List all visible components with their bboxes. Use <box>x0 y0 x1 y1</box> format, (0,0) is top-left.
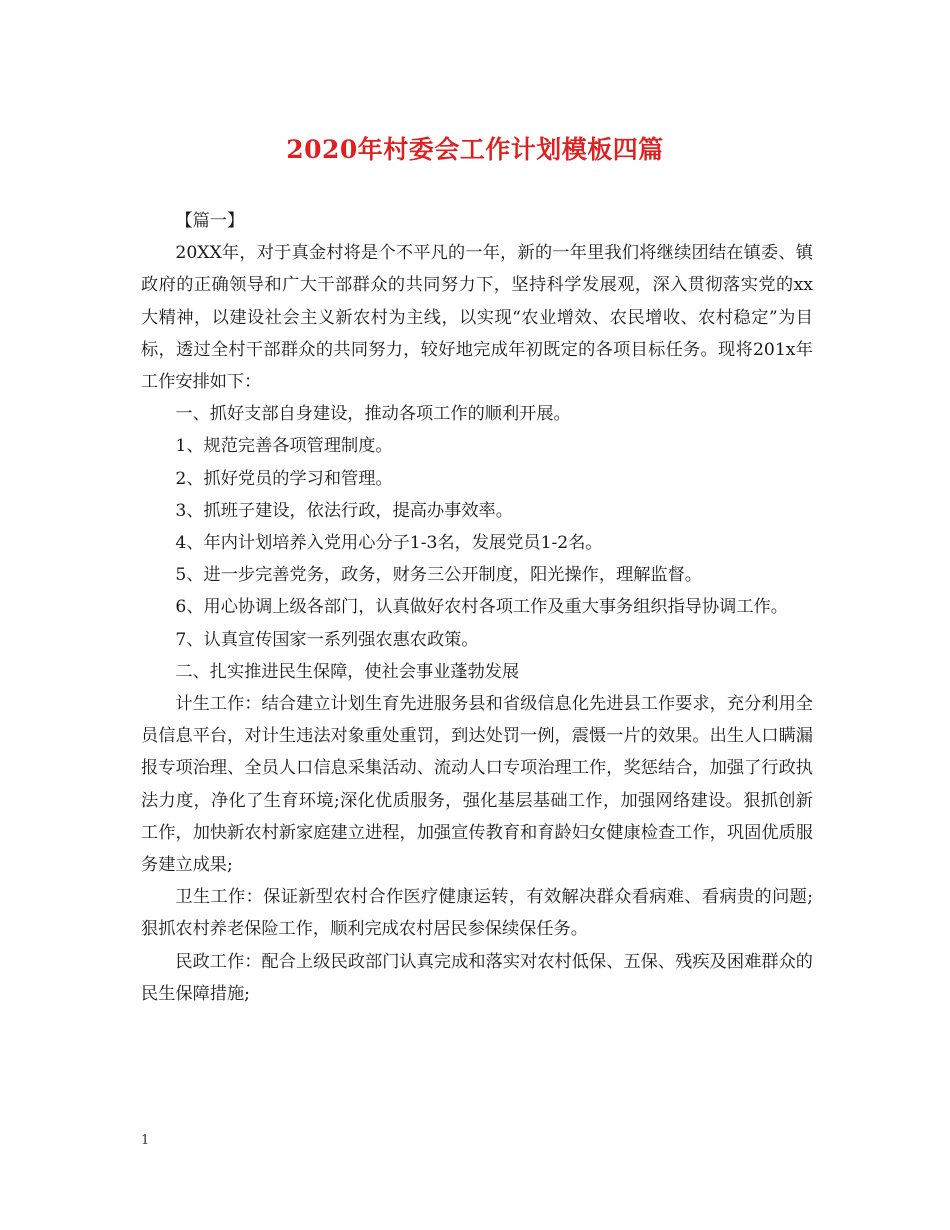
document-body <box>141 205 813 1010</box>
paragraph: 一、抓好支部自身建设，推动各项工作的顺利开展。 <box>175 404 571 425</box>
paragraph: 二、扎实推进民生保障，使社会事业蓬勃发展 <box>175 661 520 682</box>
paragraph: 5、进一步完善党务，政务，财务三公开制度，阳光操作，理解监督。 <box>175 565 702 586</box>
paragraph: 计生工作：结合建立计划生育先进服务县和省级信息化先进县工作要求，充分利用全员信息平台，对计生违法对象重处重罚，到达处罚一例，震慑一片的效果。出生人口瞒漏报专项治理、全员人口信息采集活动、流动人口专项治理工作，奖惩结合，加强了行政执法力度，净化了生育环境;深化优质服务，强化基层基础工作，加强网络建设。狠抓创新工作，加快新农村新家庭建立进程，加强宣传教育和育龄妇女健康检查工作，巩固优质服务建立成果; <box>141 694 813 876</box>
section-header: 【篇一】 <box>175 211 245 231</box>
paragraph: 20XX年，对于真金村将是个不平凡的一年，新的一年里我们将继续团结在镇委、镇政府的正确领导和广大干部群众的共同努力下，坚持科学发展观，深入贯彻落实党的xx大精神，以建设社会主义新农村为主线，以实现“农业增效、农民增收、农村稳定”为目标，透过全村干部群众的共同努力，较好地完成年初既定的各项目标任务。现将201x年工作安排如下： <box>141 243 813 393</box>
paragraph: 3、抓班子建设，依法行政，提高办事效率。 <box>175 500 513 521</box>
paragraph: 民政工作：配合上级民政部门认真完成和落实对农村低保、五保、残疾及困难群众的民生保障措施; <box>141 951 813 1004</box>
paragraph: 4、年内计划培养入党用心分子1-3名，发展党员1-2名。 <box>175 533 603 554</box>
paragraph: 卫生工作：保证新型农村合作医疗健康运转，有效解决群众看病难、看病贵的问题;狠抓农村养老保险工作，顺利完成农村居民参保续保任务。 <box>141 887 813 940</box>
paragraph: 1、规范完善各项管理制度。 <box>175 436 393 457</box>
paragraph: 2、抓好党员的学习和管理。 <box>175 468 393 489</box>
paragraph: 7、认真宣传国家一系列强农惠农政策。 <box>175 629 479 650</box>
paragraph: 6、用心协调上级各部门，认真做好农村各项工作及重大事务组织指导协调工作。 <box>175 597 788 618</box>
document-title: 2020年村委会工作计划模板四篇 <box>286 135 664 164</box>
page-number: 1 <box>141 1133 150 1148</box>
